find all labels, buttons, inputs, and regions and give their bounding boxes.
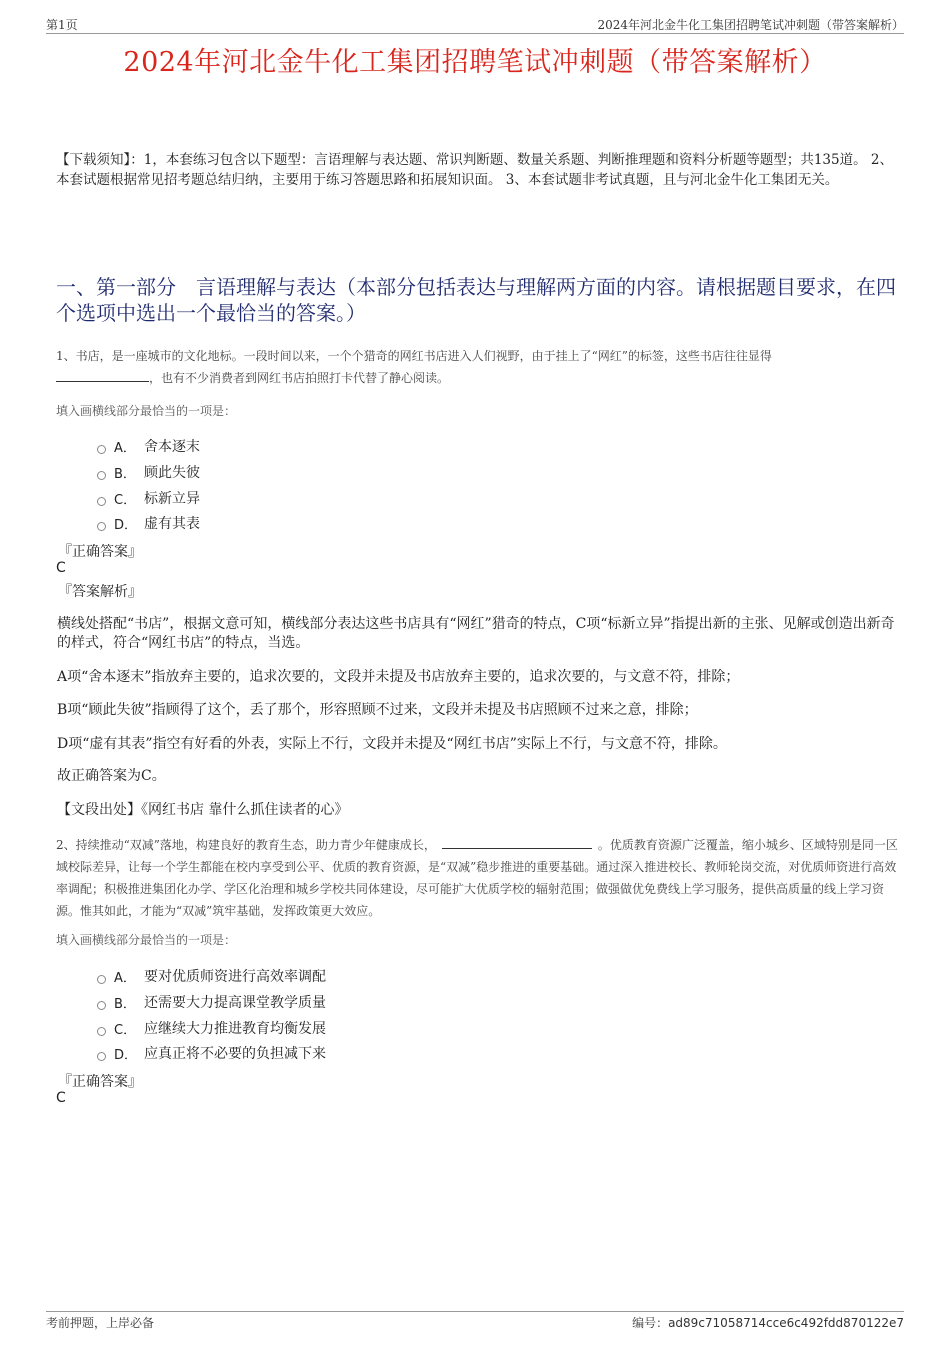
question-1-analysis-label: 『答案解析』: [58, 584, 142, 600]
analysis-paragraph: 横线处搭配“书店”，根据文意可知，横线部分表达这些书店具有“网红”猎奇的特点，C项“标新立异”指提出新的主张、见解或创造出新奇的样式，符合“网红书店”的特点，当选。: [57, 616, 895, 651]
radio-icon[interactable]: [97, 522, 106, 531]
radio-icon[interactable]: [97, 1052, 106, 1061]
question-2-blank: [442, 834, 592, 849]
radio-icon[interactable]: [97, 497, 106, 506]
question-1-answer: C: [56, 560, 66, 576]
question-1-option-a[interactable]: A． 舍本逐末: [97, 436, 200, 456]
footer-code: [632, 1314, 904, 1331]
page-title: 2024年河北金牛化工集团招聘笔试冲刺题（带答案解析）: [123, 47, 827, 78]
analysis-paragraph: B项“顾此失彼”指顾得了这个，丢了那个，形容照顾不过来，文段并未提及书店照顾不过来之意，排除；: [57, 702, 698, 718]
radio-icon[interactable]: [97, 471, 106, 480]
analysis-paragraph: D项“虚有其表”指空有好看的外表，实际上不行，文段并未提及“网红书店”实际上不行，与文意不符，排除。: [57, 736, 727, 752]
radio-icon[interactable]: [97, 1001, 106, 1010]
question-2-text-b: 。优质教育资源广泛覆盖，缩小城乡、区域特别是同一区域校际差异，让每一个学生都能在校内享受到公平、优质的教育资源，是“双减”稳步推进的重要基础。通过深入推进校长、教师轮岗交流，对优质师资进行高效率调配；积极推进集团化办学、学区化治理和城乡学校共同体建设，尽可能扩大优质学校的辐射范围；做强做优免费线上学习服务，提供高质量的线上学习资源。惟其如此，才能为“双减”筑牢基础，发挥政策更大效应。: [56, 838, 898, 918]
question-1-prompt: 填入画横线部分最恰当的一项是：: [56, 404, 237, 418]
section-heading: 一、第一部分 言语理解与表达（本部分包括表达与理解两方面的内容。请根据题目要求，在四个选项中选出一个最恰当的答案。）: [56, 275, 896, 325]
header-doc-title: 2024年河北金牛化工集团招聘笔试冲刺题（带答案解析）: [597, 18, 904, 32]
question-2-option-c[interactable]: C． 应继续大力推进教育均衡发展: [97, 1018, 326, 1038]
footer-slogan: 考前押题，上岸必备: [46, 1316, 155, 1330]
footer-rule: [46, 1311, 904, 1312]
question-2-option-a[interactable]: A． 要对优质师资进行高效率调配: [97, 966, 326, 986]
footer-code-label: 编号：: [632, 1316, 669, 1330]
question-2-answer-label: 『正确答案』: [58, 1074, 142, 1090]
question-2-text: [56, 834, 901, 922]
analysis-paragraph: A项“舍本逐末”指放弃主要的，追求次要的，文段并未提及书店放弃主要的，追求次要的，与文意不符，排除；: [57, 669, 740, 685]
question-1-option-b[interactable]: B． 顾此失彼: [97, 462, 200, 482]
radio-icon[interactable]: [97, 975, 106, 984]
question-1-text: [56, 345, 901, 389]
radio-icon[interactable]: [97, 1027, 106, 1036]
question-1-answer-label: 『正确答案』: [58, 544, 142, 560]
question-1-option-d[interactable]: D． 虚有其表: [97, 513, 200, 533]
radio-icon[interactable]: [97, 445, 106, 454]
page-number: 第1页: [46, 18, 78, 32]
question-2-option-b[interactable]: B． 还需要大力提高课堂教学质量: [97, 992, 326, 1012]
header-rule: [46, 33, 904, 34]
question-1-text-a: 1、书店，是一座城市的文化地标。一段时间以来，一个个猎奇的网红书店进入人们视野，由于挂上了“网红”的标签，这些书店往往显得: [56, 349, 772, 363]
question-1-option-c[interactable]: C． 标新立异: [97, 488, 200, 508]
footer-code-value: ad89c71058714cce6c492fdd870122e7: [668, 1316, 904, 1330]
question-2-prompt: 填入画横线部分最恰当的一项是：: [56, 933, 237, 947]
question-2-answer: C: [56, 1090, 66, 1106]
question-1-text-b: ，也有不少消费者到网红书店拍照打卡代替了静心阅读。: [149, 371, 450, 385]
question-1-source: 【文段出处】《网红书店 靠什么抓住读者的心》: [57, 802, 349, 818]
download-notice: 【下载须知】：1，本套练习包含以下题型：言语理解与表达题、常识判断题、数量关系题、判断推理题和资料分析题等题型；共135道。 2、本套试题根据常见招考题总结归纳，主要用于练习答题思路和拓展知识面。 3、本套试题非考试真题，且与河北金牛化工集团无关。: [56, 152, 893, 188]
question-1-blank: [56, 367, 149, 382]
question-2-option-d[interactable]: D． 应真正将不必要的负担减下来: [97, 1043, 326, 1063]
question-2-text-a: 2、持续推动“双减”落地，构建良好的教育生态，助力青少年健康成长，: [56, 838, 436, 852]
analysis-conclusion: 故正确答案为C。: [57, 768, 166, 784]
